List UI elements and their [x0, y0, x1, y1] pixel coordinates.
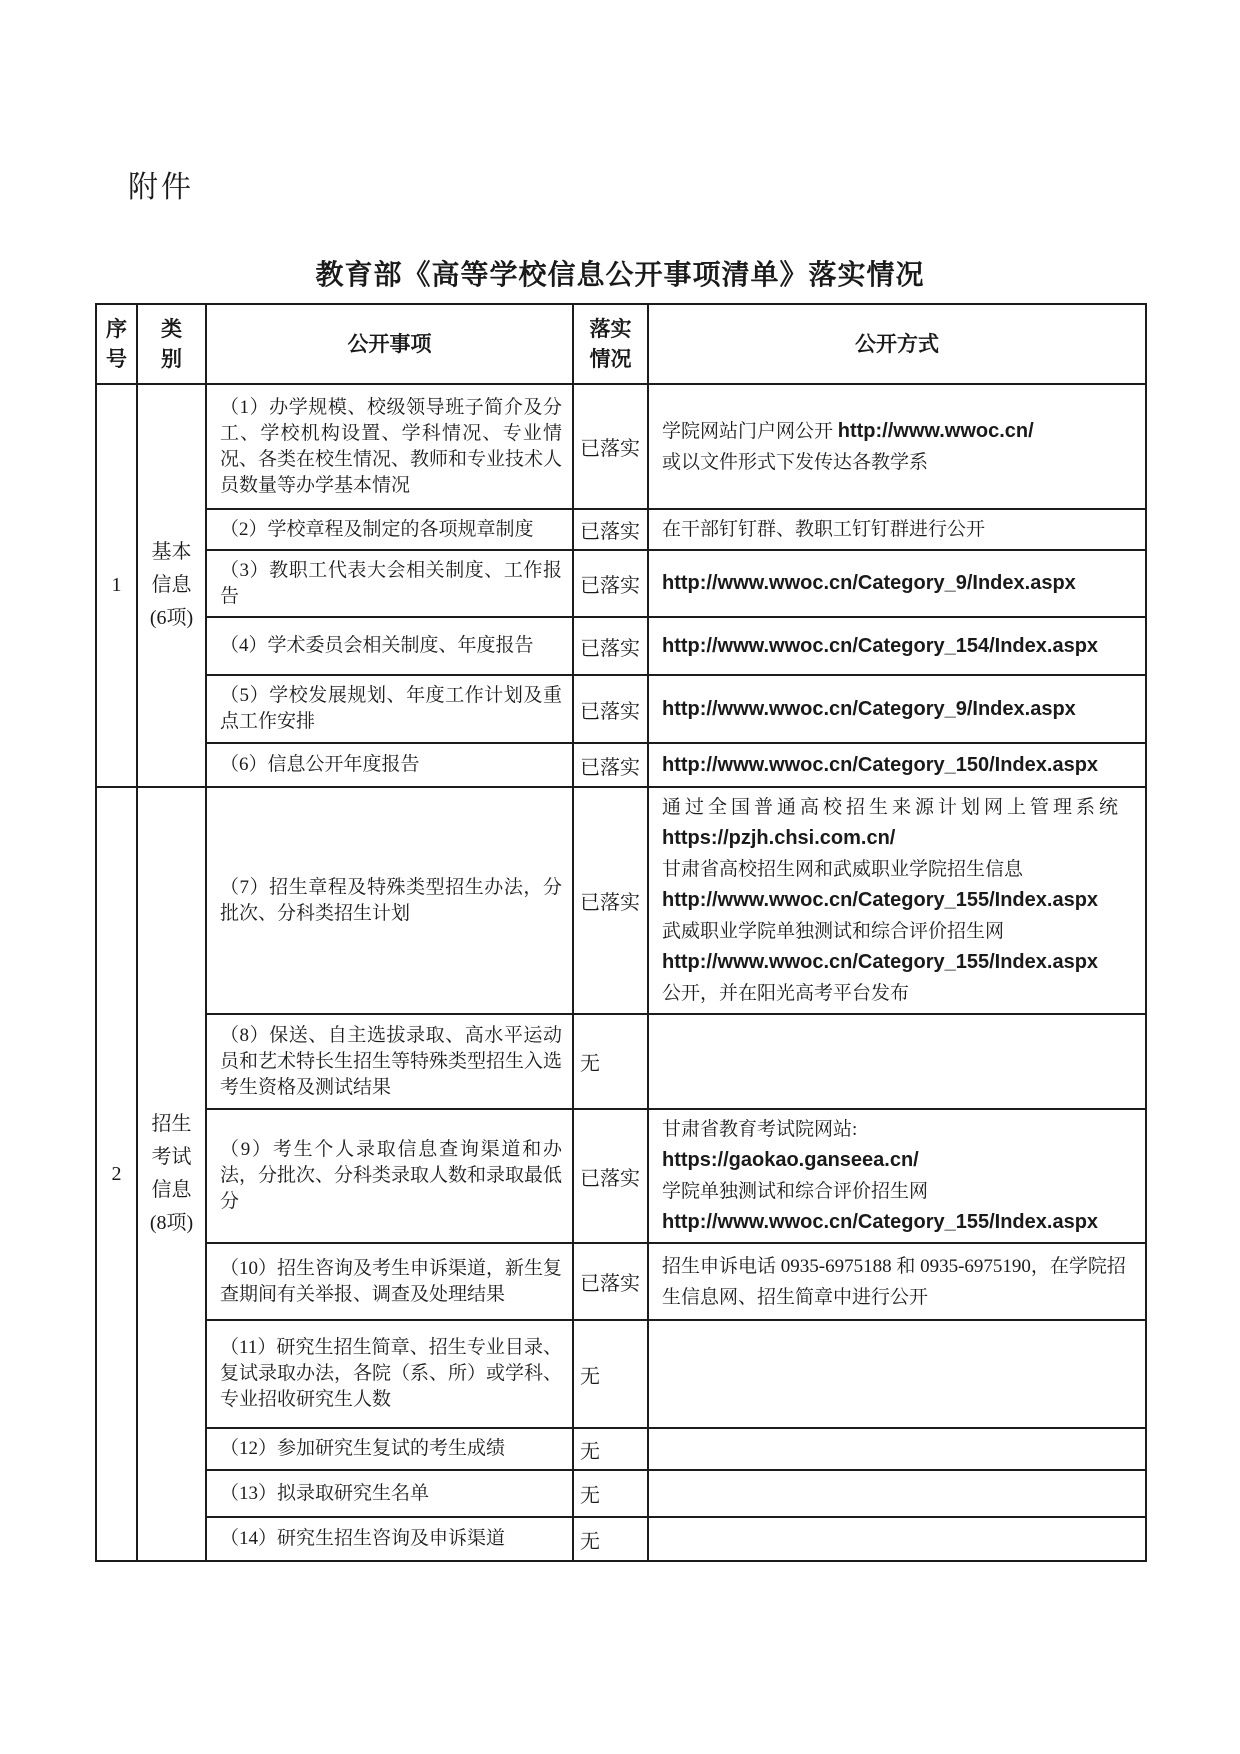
- disclosure-item-cell: （4）学术委员会相关制度、年度报告: [206, 617, 573, 675]
- disclosure-item-cell: （8）保送、自主选拔录取、高水平运动员和艺术特长生招生等特殊类型招生入选考生资格及测试结果: [206, 1014, 573, 1109]
- header-label-line: 情况: [589, 347, 632, 371]
- table-header-row: [96, 304, 1146, 384]
- attachment-label: 附件: [128, 171, 194, 204]
- method-cell: [648, 1320, 1146, 1428]
- disclosure-item-cell: （9）考生个人录取信息查询渠道和办法，分批次、分科类录取人数和录取最低分: [206, 1109, 573, 1243]
- header-label-line: 公开方式: [855, 332, 939, 356]
- status-cell: 已落实: [573, 509, 648, 550]
- method-line: [662, 978, 1137, 1009]
- method-line: [662, 792, 1137, 823]
- disclosure-item-cell: （2）学校章程及制定的各项规章制度: [206, 509, 573, 550]
- category-line: 招生: [151, 1113, 192, 1135]
- status-cell: 无: [573, 1014, 648, 1109]
- method-cell: [648, 1470, 1146, 1517]
- table-row: [96, 1014, 1146, 1109]
- disclosure-table: [95, 303, 1147, 1562]
- url-text: http://www.wwoc.cn/Category_9/Index.aspx: [662, 572, 1076, 594]
- method-cell: [648, 617, 1146, 675]
- status-cell: 已落实: [573, 550, 648, 617]
- method-text: 通过全国普通高校招生来源计划网上管理系统: [662, 797, 1123, 818]
- disclosure-item-cell: （3）教职工代表大会相关制度、工作报告: [206, 550, 573, 617]
- method-text: 武威职业学院单独测试和综合评价招生网: [662, 921, 1005, 942]
- method-cell: [648, 384, 1146, 509]
- method-cell: [648, 675, 1146, 743]
- method-line: [662, 750, 1137, 781]
- method-line: [662, 694, 1137, 725]
- method-line: [662, 514, 1137, 545]
- disclosure-item-cell: （11）研究生招生简章、招生专业目录、复试录取办法，各院（系、所）或学科、专业招收研究生人数: [206, 1320, 573, 1428]
- group-category-cell: [137, 384, 206, 787]
- header-label-line: 别: [161, 347, 182, 371]
- method-text: 学院网站门户网公开: [662, 420, 838, 442]
- method-cell: [648, 787, 1146, 1014]
- method-line: [662, 416, 1137, 447]
- table-row: [96, 384, 1146, 509]
- category-line: 考试: [151, 1146, 192, 1168]
- header-label-line: 公开事项: [347, 332, 432, 356]
- method-cell: [648, 509, 1146, 550]
- method-line: [662, 947, 1137, 978]
- table-row: [96, 617, 1146, 675]
- table-row: [96, 1517, 1146, 1561]
- method-text: 公开，并在阳光高考平台发布: [662, 983, 910, 1004]
- url-text: http://www.wwoc.cn/Category_155/Index.aspx: [662, 889, 1099, 911]
- table-row: [96, 1109, 1146, 1243]
- category-line: 信息: [151, 574, 192, 596]
- url-text: http://www.wwoc.cn/Category_9/Index.aspx: [662, 697, 1076, 720]
- header-label-line: 序: [106, 317, 127, 341]
- category-line: (8项): [149, 1212, 194, 1234]
- header-index: [96, 304, 137, 384]
- method-line: [662, 1145, 1137, 1176]
- url-text: http://www.wwoc.cn/Category_154/Index.aspx: [662, 634, 1099, 657]
- method-line: [662, 631, 1137, 662]
- method-cell: [648, 1243, 1146, 1320]
- group-index-cell: 1: [96, 384, 137, 787]
- header-method: [648, 304, 1146, 384]
- method-cell: [648, 550, 1146, 617]
- status-cell: 已落实: [573, 675, 648, 743]
- url-text: http://www.wwoc.cn/Category_155/Index.aspx: [662, 951, 1099, 973]
- method-line: [662, 568, 1137, 599]
- group-index-cell: 2: [96, 787, 137, 1561]
- method-line: [662, 1176, 1137, 1207]
- method-line: [662, 1251, 1137, 1313]
- url-text: https://pzjh.chsi.com.cn/: [662, 827, 896, 849]
- status-cell: 无: [573, 1517, 648, 1561]
- method-cell: [648, 1014, 1146, 1109]
- method-text: 招生申诉电话 0935-6975188 和 0935-6975190，在学院招生信息网、招生简章中进行公开: [662, 1255, 1126, 1308]
- header-label-line: 号: [106, 347, 127, 371]
- method-cell: [648, 1109, 1146, 1243]
- disclosure-item-cell: （1）办学规模、校级领导班子简介及分工、学校机构设置、学科情况、专业情况、各类在校生情况、教师和专业技术人员数量等办学基本情况: [206, 384, 573, 509]
- group-category-cell: [137, 787, 206, 1561]
- header-item: [206, 304, 573, 384]
- url-text: http://www.wwoc.cn/Category_155/Index.aspx: [662, 1211, 1099, 1233]
- status-cell: 无: [573, 1428, 648, 1470]
- disclosure-item-cell: （6）信息公开年度报告: [206, 743, 573, 787]
- disclosure-item-cell: （12）参加研究生复试的考生成绩: [206, 1428, 573, 1470]
- method-line: [662, 1114, 1137, 1145]
- method-cell: [648, 743, 1146, 787]
- method-text: 学院单独测试和综合评价招生网: [662, 1181, 929, 1202]
- disclosure-item-cell: （13）拟录取研究生名单: [206, 1470, 573, 1517]
- table-body: [96, 384, 1146, 1561]
- status-cell: 已落实: [573, 1109, 648, 1243]
- status-cell: 已落实: [573, 384, 648, 509]
- status-cell: 已落实: [573, 743, 648, 787]
- table-row: [96, 1320, 1146, 1428]
- method-text: 或以文件形式下发传达各教学系: [662, 451, 929, 473]
- method-cell: [648, 1517, 1146, 1561]
- method-line: [662, 823, 1137, 854]
- table-row: [96, 787, 1146, 1014]
- method-text: 在干部钉钉群、教职工钉钉群进行公开: [662, 519, 986, 540]
- table-row: [96, 1428, 1146, 1470]
- status-cell: 已落实: [573, 617, 648, 675]
- method-line: [662, 916, 1137, 947]
- header-label-line: 类: [161, 317, 182, 341]
- table-row: [96, 743, 1146, 787]
- url-text: http://www.wwoc.cn/Category_150/Index.aspx: [662, 753, 1099, 776]
- disclosure-item-cell: （14）研究生招生咨询及申诉渠道: [206, 1517, 573, 1561]
- header-category: [137, 304, 206, 384]
- method-line: [662, 854, 1137, 885]
- category-line: (6项): [149, 607, 194, 629]
- category-line: 信息: [151, 1179, 192, 1201]
- disclosure-item-cell: （10）招生咨询及考生申诉渠道，新生复查期间有关举报、调查及处理结果: [206, 1243, 573, 1320]
- table-row: [96, 1243, 1146, 1320]
- category-line: 基本: [151, 541, 192, 563]
- status-cell: 无: [573, 1470, 648, 1517]
- method-line: [662, 1207, 1137, 1238]
- status-cell: 已落实: [573, 787, 648, 1014]
- url-text: http://www.wwoc.cn/: [837, 419, 1034, 442]
- header-status: [573, 304, 648, 384]
- table-row: [96, 675, 1146, 743]
- status-cell: 已落实: [573, 1243, 648, 1320]
- method-cell: [648, 1428, 1146, 1470]
- disclosure-item-cell: （5）学校发展规划、年度工作计划及重点工作安排: [206, 675, 573, 743]
- url-text: https://gaokao.ganseea.cn/: [662, 1149, 919, 1171]
- method-line: [662, 885, 1137, 916]
- status-cell: 无: [573, 1320, 648, 1428]
- method-line: [662, 447, 1137, 478]
- table-row: [96, 1470, 1146, 1517]
- disclosure-item-cell: （7）招生章程及特殊类型招生办法，分批次、分科类招生计划: [206, 787, 573, 1014]
- method-text: 甘肃省高校招生网和武威职业学院招生信息: [662, 859, 1024, 880]
- table-row: [96, 550, 1146, 617]
- header-label-line: 落实: [589, 317, 632, 341]
- method-text: 甘肃省教育考试院网站:: [662, 1119, 858, 1140]
- table-row: [96, 509, 1146, 550]
- page-title: 教育部《高等学校信息公开事项清单》落实情况: [315, 259, 925, 290]
